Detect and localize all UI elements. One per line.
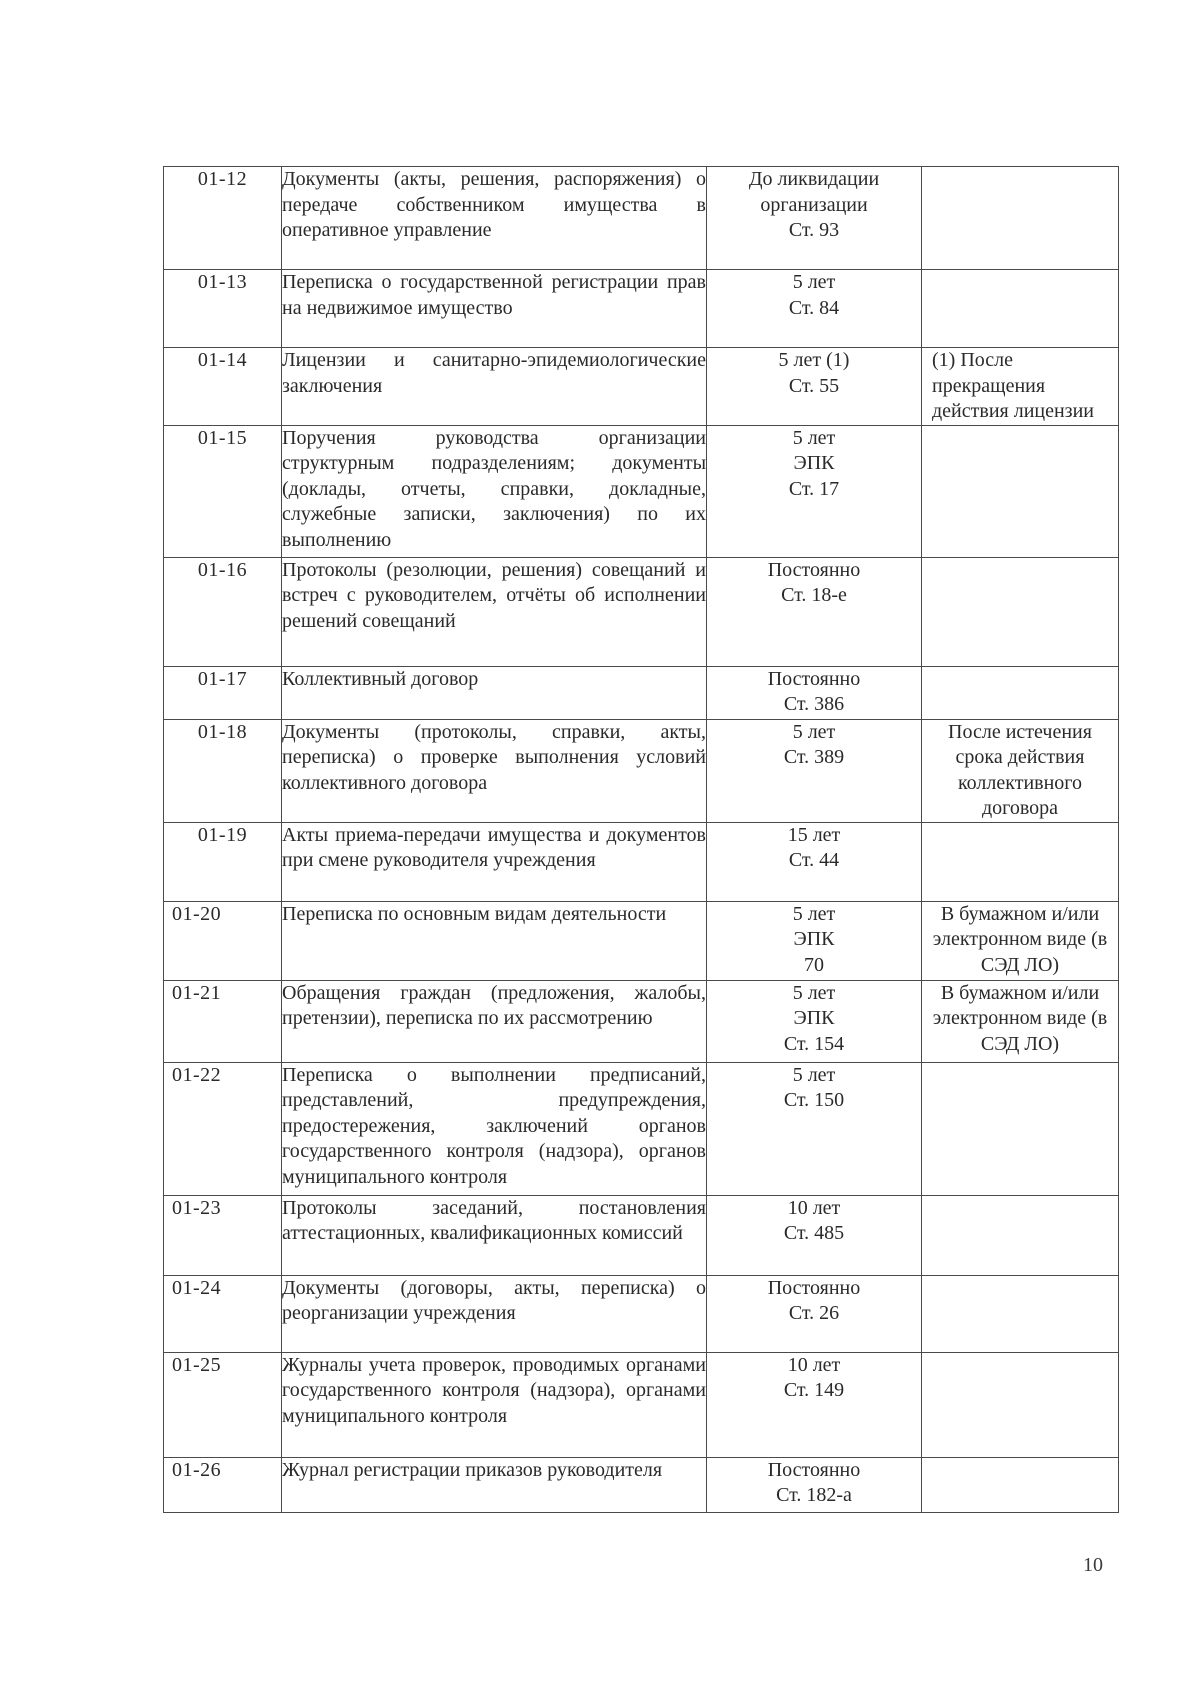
term-line: Ст. 149 <box>783 1379 845 1401</box>
term-line: 5 лет <box>792 271 836 293</box>
row-index: 01-15 <box>164 425 282 557</box>
term-line: Ст. 389 <box>783 746 845 768</box>
row-index: 01-18 <box>164 719 282 822</box>
row-index: 01-14 <box>164 348 282 426</box>
row-note: (1) После прекращения действия лицензии <box>922 348 1119 426</box>
row-term <box>707 1352 922 1457</box>
table-row <box>164 1457 1119 1512</box>
table-row <box>164 822 1119 901</box>
row-term <box>707 1195 922 1275</box>
row-term <box>707 719 922 822</box>
table-row <box>164 666 1119 719</box>
table-row <box>164 425 1119 557</box>
table-row <box>164 901 1119 980</box>
row-index: 01-24 <box>164 1275 282 1352</box>
row-term <box>707 901 922 980</box>
row-index: 01-26 <box>164 1457 282 1512</box>
row-term <box>707 1457 922 1512</box>
row-index: 01-20 <box>164 901 282 980</box>
row-note <box>922 822 1119 901</box>
term-line: Постоянно <box>767 1458 861 1481</box>
row-title: Коллективный договор <box>282 666 707 719</box>
term-line: Ст. 386 <box>783 693 845 715</box>
table-row <box>164 270 1119 348</box>
row-note <box>922 167 1119 270</box>
row-term <box>707 822 922 901</box>
row-note <box>922 666 1119 719</box>
page-number: 10 <box>1083 1554 1103 1576</box>
row-index: 01-23 <box>164 1195 282 1275</box>
table-row <box>164 1352 1119 1457</box>
row-note <box>922 1195 1119 1275</box>
term-line: Ст. 84 <box>788 296 840 319</box>
term-line: 5 лет <box>792 720 836 743</box>
row-title: Переписка по основным видам деятельности <box>282 901 707 980</box>
term-line: Постоянно <box>767 1276 861 1299</box>
table-row <box>164 1062 1119 1195</box>
term-line: 70 <box>804 953 824 976</box>
term-line: Ст. 55 <box>788 374 840 397</box>
term-line: Постоянно <box>767 558 861 581</box>
row-title: Протоколы (резолюции, решения) совещаний и встреч с руководителем, отчёты об исполнении решений совещаний <box>282 557 707 666</box>
row-title: Документы (протоколы, справки, акты, переписка) о проверке выполнения условий коллективного договора <box>282 719 707 822</box>
row-note: В бумажном и/или электронном виде (в СЭД ЛО) <box>922 901 1119 980</box>
row-index: 01-13 <box>164 270 282 348</box>
term-line: 5 лет <box>792 981 836 1004</box>
row-note <box>922 1457 1119 1512</box>
term-line: организации <box>760 193 868 216</box>
row-term <box>707 348 922 426</box>
term-line: До ликвидации <box>748 168 880 190</box>
row-term <box>707 1062 922 1195</box>
row-term <box>707 425 922 557</box>
row-title: Журналы учета проверок, проводимых органами государственного контроля (надзора), органами муниципального контроля <box>282 1352 707 1457</box>
term-line: ЭПК <box>793 1007 835 1029</box>
term-line: 5 лет <box>792 902 836 925</box>
term-line: Ст. 182-а <box>776 1484 852 1506</box>
row-index: 01-19 <box>164 822 282 901</box>
row-term <box>707 270 922 348</box>
row-term <box>707 666 922 719</box>
row-title: Акты приема-передачи имущества и документов при смене руководителя учреждения <box>282 822 707 901</box>
table-row <box>164 557 1119 666</box>
term-line: Ст. 93 <box>788 219 840 241</box>
term-line: Постоянно <box>767 667 861 690</box>
row-title: Документы (акты, решения, распоряжения) о передаче собственником имущества в оперативное управление <box>282 167 707 270</box>
row-index: 01-22 <box>164 1062 282 1195</box>
table-row <box>164 1275 1119 1352</box>
term-line: 5 лет <box>792 1063 836 1086</box>
table-row <box>164 348 1119 426</box>
row-term <box>707 1275 922 1352</box>
row-term <box>707 557 922 666</box>
term-line: ЭПК <box>793 928 835 950</box>
row-note: После истечения срока действия коллективного договора <box>922 719 1119 822</box>
row-title: Поручения руководства организации структурным подразделениям; документы (доклады, отчеты, справки, докладные, служебные записки, заключения) по их выполнению <box>282 425 707 557</box>
row-note <box>922 1275 1119 1352</box>
table-row <box>164 719 1119 822</box>
term-line: Ст. 44 <box>788 849 840 871</box>
row-title: Документы (договоры, акты, переписка) о реорганизации учреждения <box>282 1275 707 1352</box>
row-note <box>922 557 1119 666</box>
row-title: Переписка о выполнении предписаний, представлений, предупреждения, предостережения, заключений органов государственного контроля (надзора), органов муниципального контроля <box>282 1062 707 1195</box>
term-line: Ст. 26 <box>788 1302 840 1324</box>
term-line: 5 лет <box>792 426 836 449</box>
term-line: Ст. 18-е <box>781 584 847 606</box>
row-title: Журнал регистрации приказов руководителя <box>282 1457 707 1512</box>
row-note <box>922 425 1119 557</box>
term-line: Ст. 485 <box>783 1222 845 1244</box>
term-line: 10 лет <box>787 1353 841 1376</box>
term-line: ЭПК <box>793 452 835 474</box>
row-title: Переписка о государственной регистрации прав на недвижимое имущество <box>282 270 707 348</box>
term-line: Ст. 17 <box>788 477 840 500</box>
row-note: В бумажном и/или электронном виде (в СЭД ЛО) <box>922 980 1119 1062</box>
row-title: Лицензии и санитарно-эпидемиологические заключения <box>282 348 707 426</box>
row-note <box>922 270 1119 348</box>
row-note <box>922 1062 1119 1195</box>
row-index: 01-12 <box>164 167 282 270</box>
term-line: 15 лет <box>787 823 841 846</box>
row-index: 01-25 <box>164 1352 282 1457</box>
row-note <box>922 1352 1119 1457</box>
row-index: 01-21 <box>164 980 282 1062</box>
row-term <box>707 167 922 270</box>
term-line: Ст. 150 <box>783 1089 845 1111</box>
row-index: 01-17 <box>164 666 282 719</box>
row-title: Обращения граждан (предложения, жалобы, претензии), переписка по их рассмотрению <box>282 980 707 1062</box>
term-line: 5 лет (1) <box>778 349 850 371</box>
table-row <box>164 167 1119 270</box>
table-row <box>164 1195 1119 1275</box>
term-line: Ст. 154 <box>783 1032 845 1055</box>
term-line: 10 лет <box>787 1196 841 1219</box>
nomenclature-table <box>163 166 1119 1513</box>
table-row <box>164 980 1119 1062</box>
row-title: Протоколы заседаний, постановления аттестационных, квалификационных комиссий <box>282 1195 707 1275</box>
row-index: 01-16 <box>164 557 282 666</box>
row-term <box>707 980 922 1062</box>
